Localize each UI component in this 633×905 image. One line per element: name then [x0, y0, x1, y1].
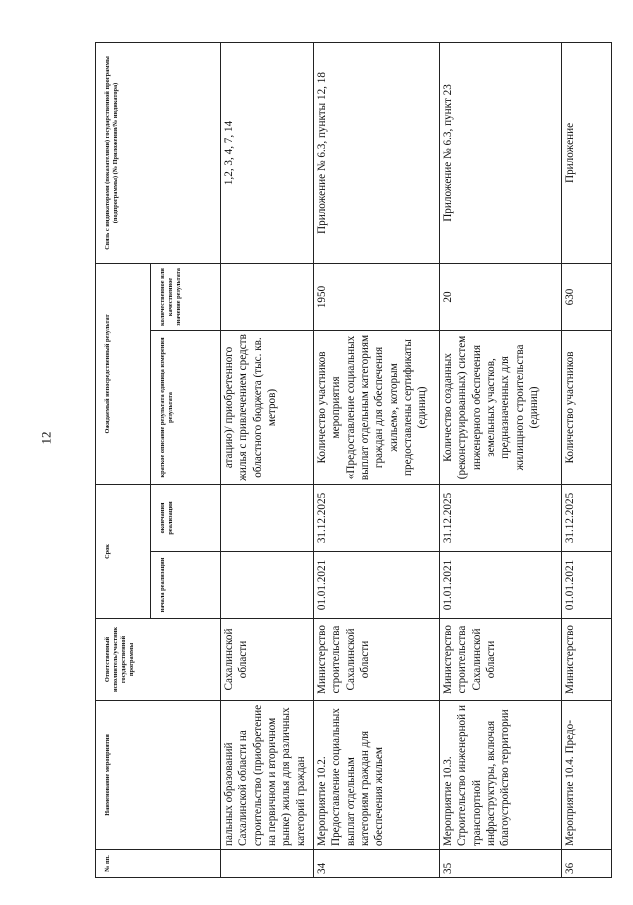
cell-desc: Количество участников мероприятия «Предоставление социальных выплат отдельным категориям граждан для обеспечения жильем», которым предоставлены сертификаты (единиц): [314, 330, 440, 484]
table-row: [314, 42, 440, 877]
cell-no: 35: [440, 850, 562, 878]
cell-link: Приложение № 6.3, пункты 12, 18: [314, 42, 440, 263]
program-table: [95, 42, 612, 878]
cell-start: 01.01.2021: [562, 552, 612, 619]
cell-no: 36: [562, 850, 612, 878]
cell-value: 1950: [314, 263, 440, 330]
cell-responsible: Сахалинской области: [221, 619, 314, 701]
header-term-start: начала реализации: [151, 552, 221, 619]
cell-value: 20: [440, 263, 562, 330]
cell-link: Приложение № 6.3, пункт 23: [440, 42, 562, 263]
cell-name: Мероприятие 10.3. Строительство инженерной и транспортной инфраструктуры, включая благоустройство территории: [440, 701, 562, 850]
rotated-page: [95, 43, 611, 878]
cell-end: 31.12.2025: [562, 484, 612, 551]
cell-start: [221, 552, 314, 619]
header-responsible: Ответственный исполнитель/участник государственной программы: [96, 619, 221, 701]
header-term-end: окончания реализации: [151, 484, 221, 551]
header-name: Наименование мероприятия: [96, 701, 221, 850]
cell-no: [221, 850, 314, 878]
cell-name: пальных образований Сахалинской области на строительство (приобретение на первичном и вторичном рынке) жилья для различных категорий граждан: [221, 701, 314, 850]
cell-responsible: Министерство: [562, 619, 612, 701]
cell-responsible: Министерство строительства Сахалинской области: [440, 619, 562, 701]
cell-start: 01.01.2021: [440, 552, 562, 619]
header-link: Связь с индикаторами (показателями) государственной программы (подпрограммы) (№ Приложения/№ индикатора): [96, 42, 221, 263]
cell-name: Мероприятие 10.2. Предоставление социальных выплат отдельным категориям граждан для обеспечения жильем: [314, 701, 440, 850]
table-row: [562, 42, 612, 877]
cell-link: Приложение: [562, 42, 612, 263]
cell-desc: атацию)/ приобретенного жилья с привлечением средств областного бюджета (тыс. кв. метров): [221, 330, 314, 484]
header-row-1: [96, 42, 151, 877]
cell-end: 31.12.2025: [314, 484, 440, 551]
cell-value: 630: [562, 263, 612, 330]
cell-end: 31.12.2025: [440, 484, 562, 551]
page-number: 12: [38, 431, 54, 445]
cell-end: [221, 484, 314, 551]
cell-value: [221, 263, 314, 330]
table-row: [221, 42, 314, 877]
cell-responsible: Министерство строительства Сахалинской области: [314, 619, 440, 701]
cell-desc: Количество участников: [562, 330, 612, 484]
cell-link: 1,2, 3, 4, 7, 14: [221, 42, 314, 263]
header-result-desc: краткое описание результата единица измерения результата: [151, 330, 221, 484]
cell-start: 01.01.2021: [314, 552, 440, 619]
header-no: № пп.: [96, 850, 221, 878]
header-result: Ожидаемый непосредственный результат: [96, 263, 151, 484]
cell-no: 34: [314, 850, 440, 878]
cell-desc: Количество созданных (реконструированных) систем инженерного обеспечения земельных участков, предназначенных для жилищного строительства (единиц): [440, 330, 562, 484]
cell-name: Мероприятие 10.4. Предо-: [562, 701, 612, 850]
table-row: [440, 42, 562, 877]
header-result-value: количественное или качественное значение результата: [151, 263, 221, 330]
header-term: Срок: [96, 484, 151, 618]
